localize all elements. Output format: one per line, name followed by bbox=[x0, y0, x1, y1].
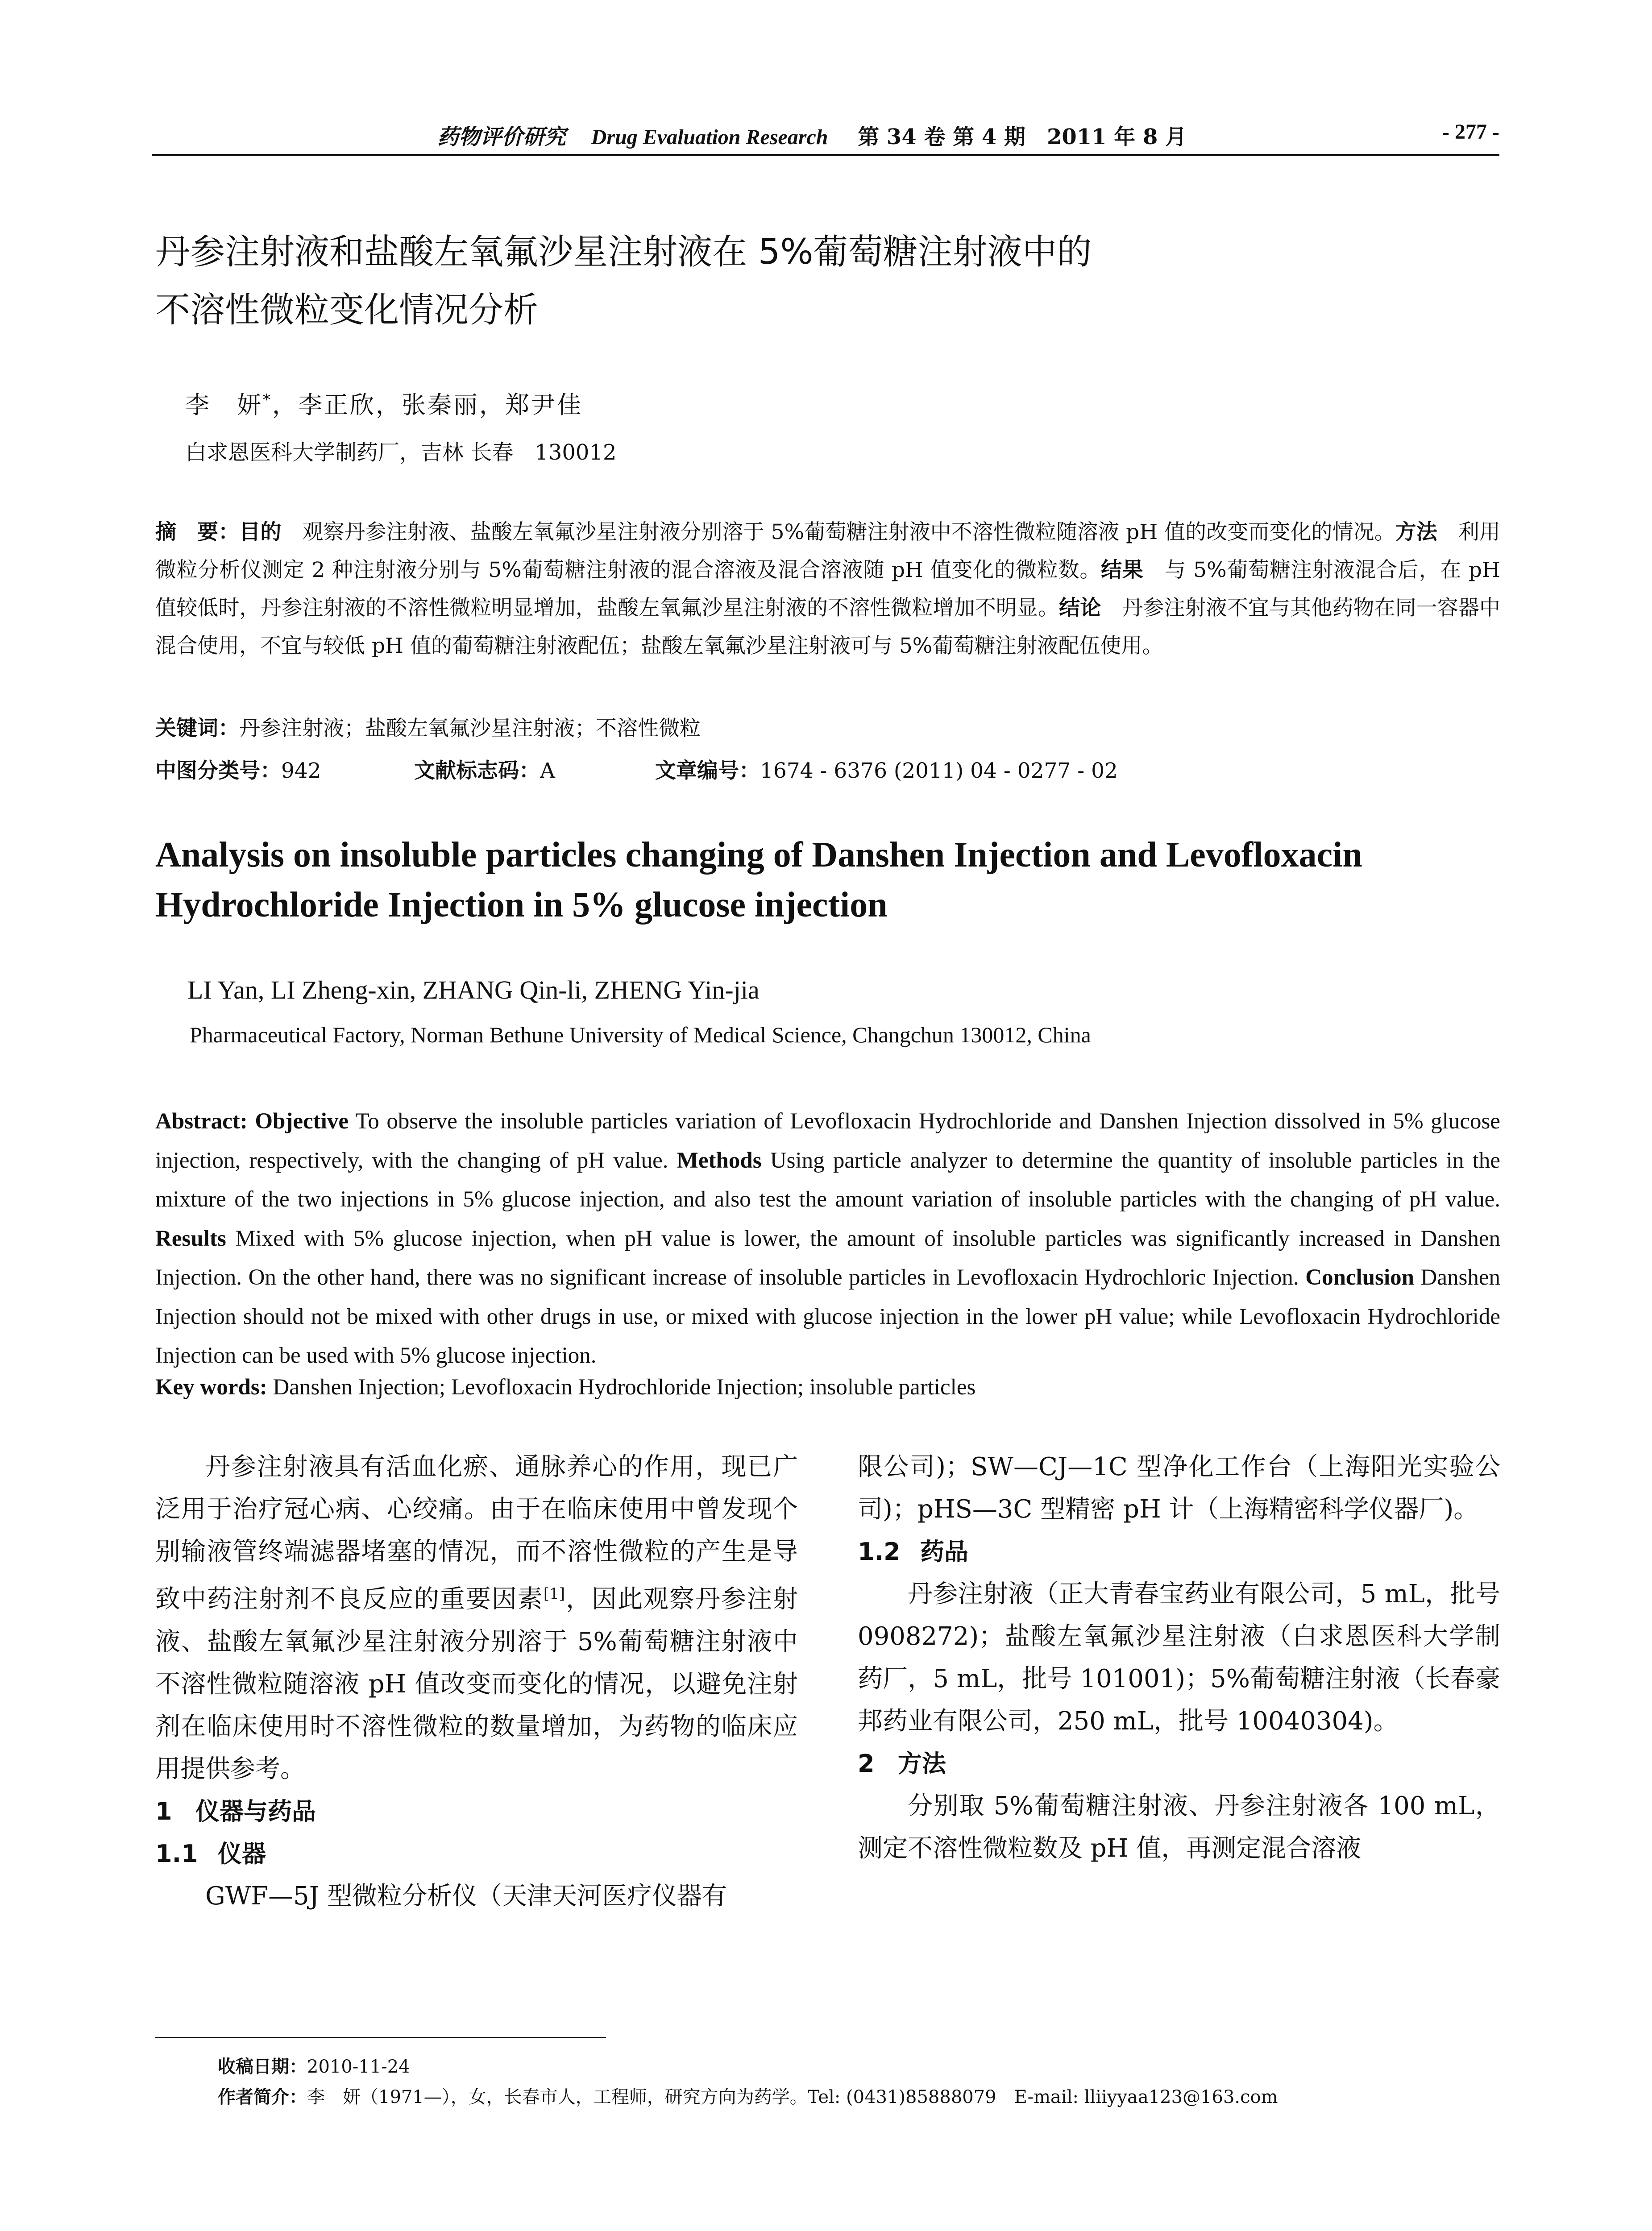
authors-en: LI Yan, LI Zheng-xin, ZHANG Qin-li, ZHENG Yin-jia bbox=[187, 975, 760, 1004]
results-label: 结果 bbox=[1101, 558, 1144, 582]
clc-value: 942 bbox=[281, 759, 321, 783]
methods-label: 方法 bbox=[1395, 520, 1437, 544]
section-heading-1-1 bbox=[155, 1833, 798, 1875]
section-heading-1-2 bbox=[858, 1530, 1500, 1573]
intro-text-b: ，因此观察丹参注射液、盐酸左氧氟沙星注射液分别溶于 5%葡萄糖注射液中不溶性微粒随溶液 pH 值改变而变化的情况，以避免注射剂在临床使用时不溶性微粒的数量增加，为药物的临床应用提供参考。 bbox=[155, 1584, 798, 1783]
keywords-cn bbox=[155, 712, 701, 742]
intro-text-a: 丹参注射液具有活血化瘀、通脉养心的作用，现已广泛用于治疗冠心病、心绞痛。由于在临床使用中曾发现个别输液管终端滤器堵塞的情况，而不溶性微粒的产生是导致中药注射剂不良反应的重要因素 bbox=[155, 1452, 798, 1614]
instrument-paragraph-cont: 限公司)；SW—CJ—1C 型净化工作台（上海阳光实验公司)；pHS—3C 型精密 pH 计（上海精密科学仪器厂)。 bbox=[858, 1452, 1500, 1524]
affiliation-en: Pharmaceutical Factory, Norman Bethune University of Medical Science, Changchun 130012, China bbox=[190, 1022, 1091, 1047]
title-en bbox=[155, 830, 1503, 930]
footnote-received bbox=[218, 2053, 410, 2078]
clc-label: 中图分类号： bbox=[155, 759, 281, 783]
article-number bbox=[655, 754, 1118, 784]
corresponding-mark: * bbox=[263, 391, 272, 409]
section-title: 仪器 bbox=[218, 1839, 266, 1868]
doc-label: 文献标志码： bbox=[414, 759, 540, 783]
running-header bbox=[152, 120, 1499, 155]
issue-info: 第 34 卷 第 4 期 2011 年 8 月 bbox=[858, 124, 1187, 149]
methods-en-label: Methods bbox=[677, 1148, 762, 1173]
authors-cn bbox=[185, 386, 583, 420]
header-journal-info bbox=[437, 120, 1187, 150]
article-number-value: 1674 - 6376 (2011) 04 - 0277 - 02 bbox=[760, 759, 1118, 783]
page-number: - 277 - bbox=[1442, 120, 1499, 144]
citation-ref[interactable]: [1] bbox=[543, 1585, 565, 1603]
keywords-en bbox=[155, 1374, 975, 1400]
classification-line bbox=[155, 754, 1118, 784]
conclusion-en-label: Conclusion bbox=[1305, 1265, 1414, 1290]
section-number: 1 bbox=[155, 1797, 172, 1825]
author-rest: ，李正欣，张秦丽，郑尹佳 bbox=[272, 391, 583, 419]
keywords-label: 关键词： bbox=[155, 716, 239, 741]
received-label: 收稿日期： bbox=[218, 2057, 307, 2077]
title-cn-line: 不溶性微粒变化情况分析 bbox=[155, 290, 539, 330]
keywords-en-label: Key words: bbox=[155, 1375, 267, 1400]
abstract-cn bbox=[155, 513, 1500, 665]
methods-en-text: Using particle analyzer to determine the quantity of insoluble particles in the mixture of the two injections in 5% glucose injection, and also test the amount variation of insoluble particles with the changing of pH value. bbox=[155, 1148, 1500, 1212]
section-number: 1.2 bbox=[858, 1538, 901, 1566]
methods-text: 利用微粒分析仪测定 2 种注射液分别与 5%葡萄糖注射液的混合溶液及混合溶液随 pH 值变化的微粒数。 bbox=[155, 520, 1501, 582]
journal-logo: 药物评价研究 bbox=[437, 124, 566, 149]
bio-text: 李 妍（1971—），女，长春市人，工程师，研究方向为药学。Tel: (0431)85888079 E-mail: lliiyyaa123@163.com bbox=[307, 2087, 1278, 2107]
objective-text: 观察丹参注射液、盐酸左氧氟沙星注射液分别溶于 5%葡萄糖注射液中不溶性微粒随溶液 pH 值的改变而变化的情况。 bbox=[281, 520, 1395, 544]
keywords-en-text: Danshen Injection; Levofloxacin Hydrochloride Injection; insoluble particles bbox=[267, 1375, 976, 1400]
conclusion-text: 丹参注射液不宜与其他药物在同一容器中混合使用，不宜与较低 pH 值的葡萄糖注射液配伍；盐酸左氧氟沙星注射液可与 5%葡萄糖注射液配伍使用。 bbox=[155, 596, 1501, 658]
journal-name-en: Drug Evaluation Research bbox=[591, 125, 828, 149]
conclusion-label: 结论 bbox=[1059, 596, 1101, 620]
title-cn bbox=[155, 223, 1494, 339]
bio-label: 作者简介： bbox=[218, 2087, 307, 2107]
footnote-rule bbox=[155, 2037, 606, 2038]
abstract-en bbox=[155, 1102, 1500, 1376]
article-number-label: 文章编号： bbox=[655, 759, 760, 783]
keywords-text: 丹参注射液；盐酸左氧氟沙星注射液；不溶性微粒 bbox=[239, 716, 701, 741]
doc-value: A bbox=[540, 759, 555, 783]
section-heading-2 bbox=[858, 1742, 1500, 1785]
section-title: 仪器与药品 bbox=[195, 1797, 316, 1825]
section-number: 2 bbox=[858, 1750, 875, 1778]
intro-paragraph bbox=[155, 1446, 798, 1790]
drugs-paragraph: 丹参注射液（正大青春宝药业有限公司，5 mL，批号 0908272)；盐酸左氧氟沙星注射液（白求恩医科大学制药厂，5 mL，批号 101001)；5%葡萄糖注射液（长春豪邦药业有限公司，250 mL，批号 10040304)。 bbox=[858, 1580, 1500, 1736]
doc-code bbox=[414, 754, 655, 784]
title-cn-line: 丹参注射液和盐酸左氧氟沙星注射液在 5%葡萄糖注射液中的 bbox=[155, 232, 1092, 272]
footnote-author-bio bbox=[218, 2083, 1278, 2108]
objective-label: 目的 bbox=[239, 520, 282, 544]
section-title: 方法 bbox=[898, 1750, 946, 1778]
section-number: 1.1 bbox=[155, 1839, 198, 1868]
title-en-line: Analysis on insoluble particles changing of Danshen Injection and Levofloxacin bbox=[155, 835, 1362, 875]
instrument-paragraph: GWF—5J 型微粒分析仪（天津天河医疗仪器有 bbox=[205, 1881, 727, 1911]
conclusion-en-text: Danshen Injection should not be mixed with other drugs in use, or mixed with glucose injection in the lower pH value; while Levofloxacin Hydrochloride Injection can be used with 5% glucose injection. bbox=[155, 1265, 1501, 1368]
header-rule bbox=[152, 154, 1499, 156]
section-title: 药品 bbox=[920, 1538, 968, 1566]
method-paragraph: 分别取 5%葡萄糖注射液、丹参注射液各 100 mL，测定不溶性微粒数及 pH 值，再测定混合溶液 bbox=[858, 1791, 1500, 1863]
section-heading-1 bbox=[155, 1790, 798, 1833]
objective-en-text: To observe the insoluble particles variation of Levofloxacin Hydrochloride and Danshen Injection dissolved in 5% glucose injection, respectively, with the changing of pH value. bbox=[155, 1109, 1500, 1173]
received-date: 2010-11-24 bbox=[307, 2057, 410, 2077]
abstract-label: 摘 要： bbox=[155, 520, 240, 544]
results-text: 与 5%葡萄糖注射液混合后，在 pH 值较低时，丹参注射液的不溶性微粒明显增加，盐酸左氧氟沙星注射液的不溶性微粒增加不明显。 bbox=[155, 558, 1501, 620]
author-first: 李 妍 bbox=[185, 391, 263, 419]
results-en-text: Mixed with 5% glucose injection, when pH value is lower, the amount of insoluble particles was significantly increased in Danshen Injection. On the other hand, there was no significant increase of insoluble particles in Levofloxacin Hydrochloric Injection. bbox=[155, 1226, 1500, 1290]
body-column-right bbox=[858, 1446, 1500, 1870]
body-column-left bbox=[155, 1446, 798, 1917]
clc-code bbox=[155, 754, 414, 784]
title-en-line: Hydrochloride Injection in 5% glucose injection bbox=[155, 885, 888, 925]
affiliation-cn: 白求恩医科大学制药厂，吉林 长春 130012 bbox=[185, 440, 617, 465]
abstract-en-label: Abstract: Objective bbox=[155, 1109, 349, 1134]
results-en-label: Results bbox=[155, 1226, 226, 1251]
